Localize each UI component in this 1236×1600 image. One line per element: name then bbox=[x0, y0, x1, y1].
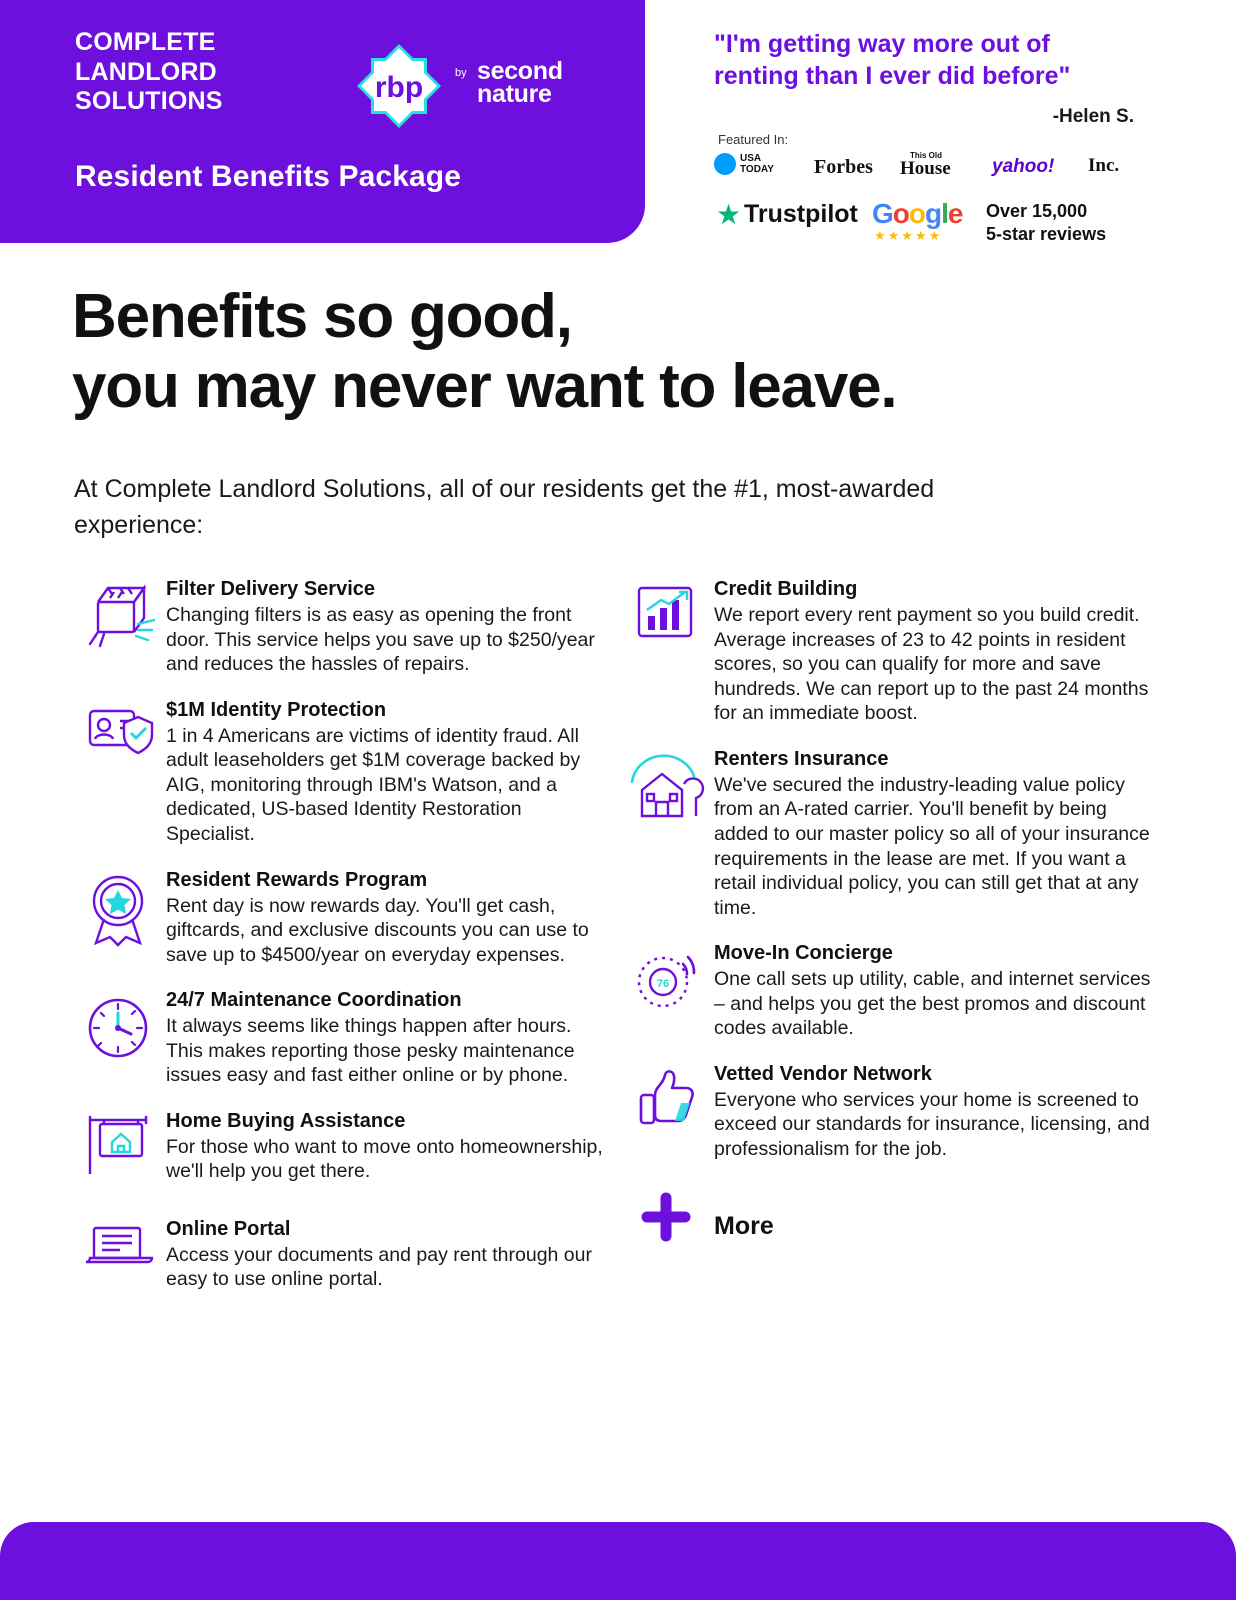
reviews-count-line2: 5-star reviews bbox=[986, 223, 1107, 244]
move-in-concierge-icon bbox=[618, 942, 714, 1028]
clock-icon bbox=[70, 989, 166, 1075]
home-sign-icon bbox=[70, 1110, 166, 1196]
benefit-title: Vetted Vendor Network bbox=[714, 1062, 932, 1085]
press-logo-this-old-house: House bbox=[900, 158, 951, 179]
google-logo: Google bbox=[872, 198, 963, 229]
benefit-text bbox=[714, 1063, 1158, 1162]
logo-by-text: by bbox=[455, 67, 467, 79]
intro-paragraph: At Complete Landlord Solutions, all of our residents get the #1, most-awarded experience: bbox=[74, 475, 935, 539]
benefits-column-right bbox=[618, 578, 1158, 1292]
usa-today-line2: TODAY bbox=[740, 163, 774, 175]
featured-in-label: Featured In: bbox=[718, 132, 789, 147]
benefit-title: Renters Insurance bbox=[714, 747, 889, 770]
company-name-line1: COMPLETE bbox=[75, 28, 216, 56]
page-title bbox=[72, 282, 1162, 422]
package-title: Resident Benefits Package bbox=[75, 160, 461, 193]
rbp-logo-lockup bbox=[355, 42, 585, 130]
logo-brand-line2: nature bbox=[477, 80, 552, 108]
benefit-item bbox=[70, 578, 610, 677]
benefit-description: One call sets up utility, cable, and internet services – and helps you get the best promos and discount codes available. bbox=[714, 968, 1151, 1040]
benefit-item bbox=[70, 1218, 610, 1304]
benefit-description: Access your documents and pay rent through our easy to use online portal. bbox=[166, 1243, 592, 1291]
logo-brand-text bbox=[477, 57, 563, 108]
benefit-item bbox=[618, 578, 1158, 726]
more-text bbox=[714, 1212, 1158, 1241]
benefit-text bbox=[166, 1218, 610, 1292]
benefit-text bbox=[166, 869, 610, 968]
rewards-badge-icon bbox=[70, 869, 166, 955]
benefit-item bbox=[618, 748, 1158, 920]
reviews-count-line1: Over 15,000 bbox=[986, 201, 1088, 221]
benefit-title: $1M Identity Protection bbox=[166, 698, 387, 721]
benefit-title: Online Portal bbox=[166, 1217, 291, 1240]
svg-text:rbp: rbp bbox=[374, 71, 424, 104]
company-name bbox=[75, 28, 223, 117]
plus-icon bbox=[618, 1184, 714, 1270]
benefit-title: Credit Building bbox=[714, 578, 858, 600]
benefit-description: 1 in 4 Americans are victims of identity fraud. All adult leaseholders get $1M coverage backed by AIG, monitoring through IBM's Watson, and a dedicated, US-based Identity Restoration Specialist. bbox=[166, 724, 581, 845]
benefit-title: Move-In Concierge bbox=[714, 942, 893, 965]
more-benefits-row bbox=[618, 1184, 1158, 1270]
identity-protection-icon bbox=[70, 699, 166, 785]
benefit-item bbox=[70, 989, 610, 1088]
testimonial-attribution: -Helen S. bbox=[1052, 106, 1134, 127]
benefit-description: Changing filters is as easy as opening the front door. This service helps you save up to $250/year and reduces the hassles of repairs. bbox=[166, 604, 595, 676]
reviews-row bbox=[714, 196, 1144, 242]
press-logo-this-old-house-small: This Old bbox=[910, 151, 942, 160]
benefit-text bbox=[714, 578, 1158, 726]
benefit-item bbox=[618, 942, 1158, 1041]
benefit-item bbox=[618, 1063, 1158, 1162]
benefit-description: Everyone who services your home is screened to exceed our standards for insurance, licensing, and professionalism for the job. bbox=[714, 1088, 1150, 1160]
usa-today-icon bbox=[714, 153, 736, 175]
footer-bar bbox=[0, 1522, 1236, 1600]
reviews-count bbox=[986, 200, 1106, 245]
thumbs-up-icon bbox=[618, 1063, 714, 1149]
laptop-icon bbox=[70, 1218, 166, 1304]
testimonial-quote: "I'm getting way more out of renting than I ever did before" bbox=[714, 30, 1071, 90]
benefit-description: We report every rent payment so you build credit. Average increases of 23 to 42 points in resident scores, so you can qualify for more and save hundreds. We can report up to the past 24 months for an immediate boost. bbox=[714, 604, 1149, 725]
page-header bbox=[0, 0, 1236, 243]
benefit-text bbox=[166, 578, 610, 677]
company-name-line2: LANDLORD bbox=[75, 57, 217, 86]
benefit-item bbox=[70, 699, 610, 847]
more-label: More bbox=[714, 1212, 774, 1241]
press-logo-yahoo: yahoo! bbox=[992, 156, 1055, 177]
benefit-text bbox=[166, 1110, 610, 1184]
benefit-text bbox=[714, 748, 1158, 920]
google-stars-icon: ★★★★★ bbox=[874, 228, 943, 243]
press-logo-usa-today bbox=[740, 154, 774, 175]
trustpilot-star-icon: ★ bbox=[716, 199, 742, 230]
benefit-title: Home Buying Assistance bbox=[166, 1109, 406, 1132]
benefits-column-left bbox=[70, 578, 610, 1326]
press-logo-inc: Inc. bbox=[1088, 155, 1120, 176]
benefit-title: 24/7 Maintenance Coordination bbox=[166, 989, 462, 1012]
rbp-badge-icon bbox=[355, 42, 443, 130]
trustpilot-label: Trustpilot bbox=[744, 200, 858, 228]
benefit-title: Filter Delivery Service bbox=[166, 578, 376, 600]
headline-line2: you may never want to leave. bbox=[72, 352, 897, 422]
benefit-text bbox=[714, 942, 1158, 1041]
press-logo-forbes: Forbes bbox=[814, 156, 873, 178]
benefit-description: Rent day is now rewards day. You'll get cash, giftcards, and exclusive discounts you can use to save up to $4500/year on everyday expenses. bbox=[166, 894, 589, 966]
renters-insurance-icon bbox=[618, 748, 714, 834]
logo-brand-line1: second bbox=[477, 57, 563, 85]
press-logos bbox=[714, 152, 1134, 186]
benefit-description: We've secured the industry-leading value policy from an A-rated carrier. You'll benefit by being added to our master policy so all of your insurance requirements in the lease are met. If you want a retail individual policy, you can still get that at any time. bbox=[714, 773, 1150, 919]
benefit-description: It always seems like things happen after hours. This makes reporting those pesky maintenance issues easy and fast either online or by phone. bbox=[166, 1015, 575, 1087]
company-name-line3: SOLUTIONS bbox=[75, 87, 223, 115]
filter-delivery-icon bbox=[70, 578, 166, 664]
benefit-title: Resident Rewards Program bbox=[166, 868, 428, 891]
svg-text:76: 76 bbox=[656, 978, 670, 991]
benefit-text bbox=[166, 699, 610, 847]
headline-line1: Benefits so good, bbox=[72, 282, 572, 351]
credit-chart-icon bbox=[618, 578, 714, 664]
benefit-item bbox=[70, 869, 610, 968]
benefit-text bbox=[166, 989, 610, 1088]
benefit-item bbox=[70, 1110, 610, 1196]
benefit-description: For those who want to move onto homeownership, we'll help you get there. bbox=[166, 1135, 603, 1183]
usa-today-line1: USA bbox=[740, 153, 762, 164]
